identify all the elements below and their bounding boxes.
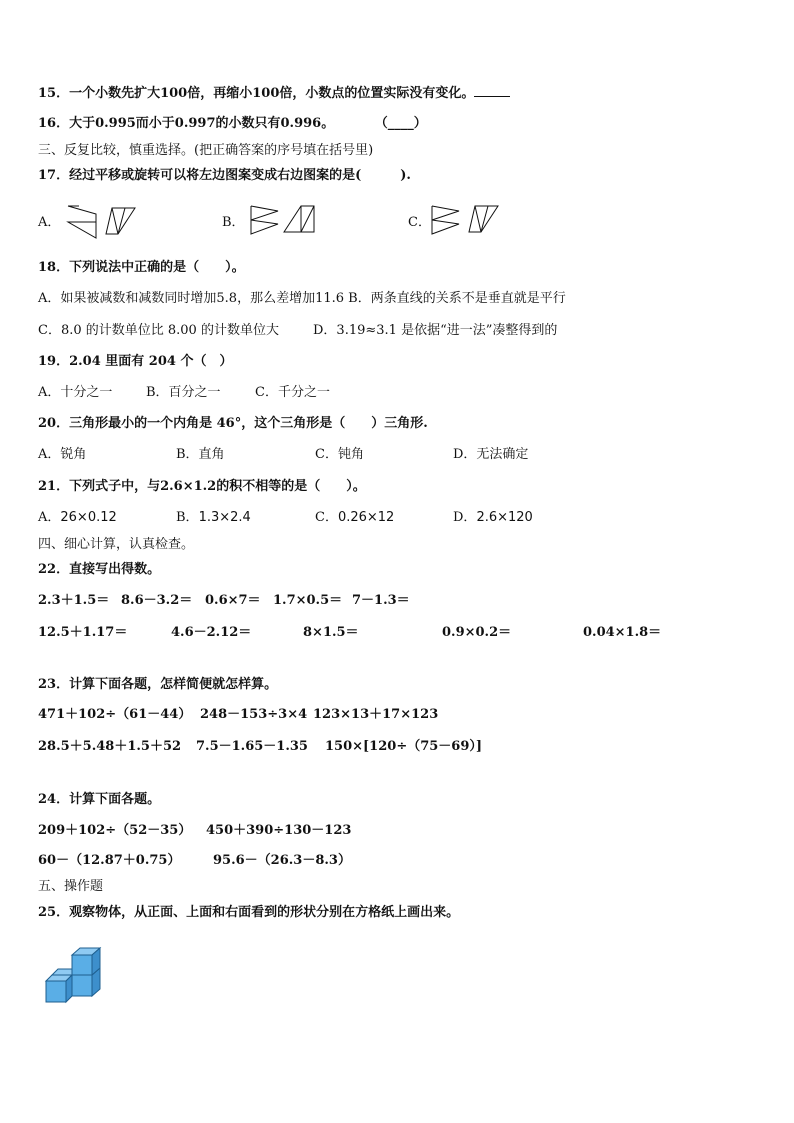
question-15 bbox=[38, 84, 510, 102]
question-20-option-a[interactable]: A．锐角 bbox=[38, 447, 87, 462]
calc-item: 2.3＋1.5＝ bbox=[38, 593, 110, 608]
calc-item: 0.9×0.2＝ bbox=[442, 625, 512, 640]
question-16-text: 16．大于0.995而小于0.997的小数只有0.996。 bbox=[38, 116, 335, 131]
option-expression: 26×0.12 bbox=[60, 510, 117, 525]
section-4-title: 四、细心计算，认真检查。 bbox=[38, 537, 195, 552]
option-label: C． bbox=[315, 510, 338, 525]
calc-item: 471＋102÷（61－44） bbox=[38, 707, 192, 722]
calc-item: 8.6－3.2＝ bbox=[121, 593, 193, 608]
option-expression: 0.26×12 bbox=[337, 510, 395, 525]
question-21-option-a[interactable] bbox=[38, 510, 117, 526]
question-20-option-b[interactable]: B．直角 bbox=[176, 447, 225, 462]
question-19-option-a[interactable]: A．十分之一 bbox=[38, 385, 113, 400]
question-20-option-d[interactable]: D．无法确定 bbox=[453, 447, 529, 462]
calc-item: 7－1.3＝ bbox=[352, 593, 410, 608]
option-c-label[interactable]: C． bbox=[408, 215, 431, 230]
question-15-text: 15．一个小数先扩大100倍，再缩小100倍，小数点的位置实际没有变化。 bbox=[38, 86, 475, 101]
cube-stack-figure bbox=[44, 943, 108, 1005]
calc-item: 28.5＋5.48＋1.5＋52 bbox=[38, 739, 182, 754]
option-c-figure-right bbox=[467, 205, 499, 233]
question-16 bbox=[38, 116, 427, 132]
option-c-figure-left bbox=[431, 205, 461, 235]
section-3-title: 三、反复比较，慎重选择。(把正确答案的序号填在括号里) bbox=[38, 143, 374, 158]
calc-item: 60－（12.87＋0.75） bbox=[38, 853, 181, 868]
calc-item: 0.04×1.8＝ bbox=[583, 625, 662, 640]
option-b-figure-right bbox=[283, 205, 315, 233]
section-5-title: 五、操作题 bbox=[38, 879, 104, 894]
option-label: B． bbox=[176, 510, 199, 525]
question-21-option-b[interactable] bbox=[176, 510, 251, 526]
question-24-text: 24．计算下面各题。 bbox=[38, 792, 161, 807]
calc-item: 248－153÷3×4 bbox=[200, 707, 308, 722]
calc-item: 8×1.5＝ bbox=[303, 625, 359, 640]
calc-item: 95.6－（26.3－8.3） bbox=[213, 853, 351, 868]
question-18-option-c[interactable]: C．8.0 的计数单位比 8.00 的计数单位大 bbox=[38, 323, 279, 338]
calc-item: 123×13＋17×123 bbox=[313, 707, 439, 722]
question-18-options-line-1[interactable]: A．如果被减数和减数同时增加5.8，那么差增加11.6 B．两条直线的关系不是垂直就是平行 bbox=[38, 291, 566, 306]
option-expression: 2.6×120 bbox=[476, 510, 533, 525]
option-b-label[interactable]: B． bbox=[222, 215, 245, 230]
question-19-option-c[interactable]: C．千分之一 bbox=[255, 385, 330, 400]
question-20-option-c[interactable]: C．钝角 bbox=[315, 447, 364, 462]
option-a-figure-right bbox=[104, 207, 136, 235]
option-label: A． bbox=[38, 510, 61, 525]
option-a-figure-left bbox=[67, 205, 97, 239]
calc-item: 4.6－2.12＝ bbox=[171, 625, 252, 640]
option-expression: 1.3×2.4 bbox=[198, 510, 251, 525]
question-21-option-d[interactable] bbox=[453, 510, 533, 526]
question-18-text: 18．下列说法中正确的是（ ）。 bbox=[38, 260, 245, 275]
option-label: D． bbox=[453, 510, 477, 525]
answer-blank[interactable] bbox=[474, 84, 510, 97]
question-17-text: 17．经过平移或旋转可以将左边图案变成右边图案的是( ). bbox=[38, 168, 411, 183]
question-18-option-d[interactable]: D．3.19≈3.1 是依据“进一法”凑整得到的 bbox=[313, 323, 558, 338]
question-20-text: 20．三角形最小的一个内角是 46°，这个三角形是（ ）三角形. bbox=[38, 416, 428, 431]
calc-item: 12.5＋1.17＝ bbox=[38, 625, 128, 640]
question-21-text: 21．下列式子中，与2.6×1.2的积不相等的是（ ）。 bbox=[38, 479, 366, 494]
calc-item: 0.6×7＝ bbox=[205, 593, 261, 608]
calc-item: 1.7×0.5＝ bbox=[273, 593, 343, 608]
calc-item: 7.5－1.65－1.35 bbox=[196, 739, 308, 754]
question-19-text: 19．2.04 里面有 204 个（ ） bbox=[38, 354, 233, 369]
answer-paren[interactable]: （____） bbox=[374, 116, 427, 131]
question-21-option-c[interactable] bbox=[315, 510, 394, 526]
calc-item: 150×[120÷（75－69）] bbox=[325, 739, 483, 754]
option-a-label[interactable]: A． bbox=[38, 215, 61, 230]
question-25-text: 25．观察物体，从正面、上面和右面看到的形状分别在方格纸上画出来。 bbox=[38, 905, 460, 920]
option-b-figure-left bbox=[250, 205, 280, 235]
question-22-text: 22．直接写出得数。 bbox=[38, 562, 161, 577]
question-23-text: 23．计算下面各题，怎样简便就怎样算。 bbox=[38, 677, 278, 692]
calc-item: 209＋102÷（52－35） bbox=[38, 823, 192, 838]
calc-item: 450＋390÷130－123 bbox=[206, 823, 352, 838]
question-19-option-b[interactable]: B．百分之一 bbox=[146, 385, 221, 400]
